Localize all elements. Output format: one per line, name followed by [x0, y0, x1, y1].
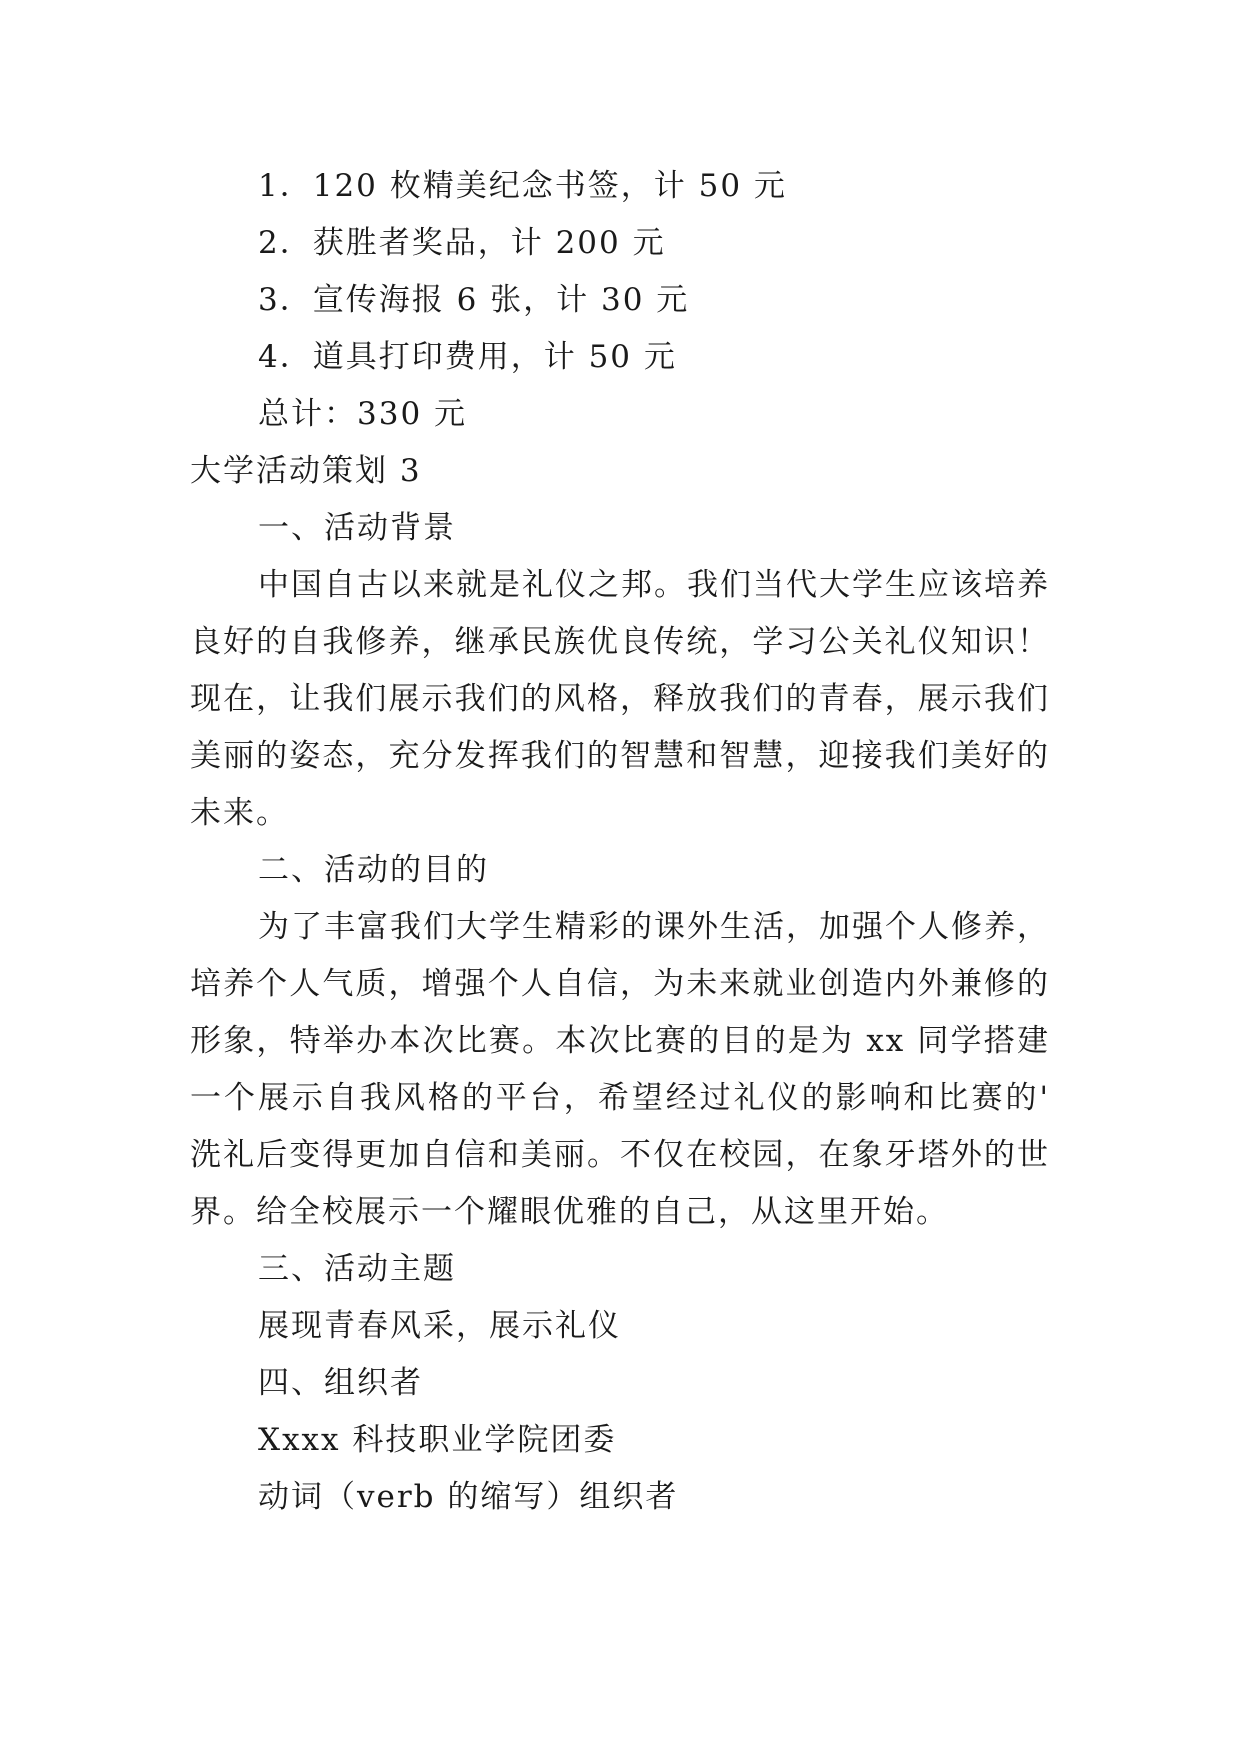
section-heading-background: 一、活动背景 — [258, 510, 456, 546]
paragraph-line: 一个展示自我风格的平台，希望经过礼仪的影响和比赛的' — [190, 1080, 1050, 1116]
organizer-name: Xxxx 科技职业学院团委 — [258, 1422, 617, 1458]
paragraph-line: 培养个人气质，增强个人自信，为未来就业创造内外兼修的 — [190, 966, 1050, 1002]
budget-total: 总计：330 元 — [258, 396, 468, 432]
theme-text: 展现青春风采，展示礼仪 — [258, 1308, 621, 1344]
paragraph-line: 美丽的姿态，充分发挥我们的智慧和智慧，迎接我们美好的 — [190, 738, 1050, 774]
paragraph-line: 洗礼后变得更加自信和美丽。不仅在校园，在象牙塔外的世 — [190, 1137, 1050, 1173]
paragraph-line: 中国自古以来就是礼仪之邦。我们当代大学生应该培养 — [258, 567, 1050, 603]
paragraph-line: 良好的自我修养，继承民族优良传统，学习公关礼仪知识！ — [190, 624, 1050, 660]
document-title: 大学活动策划 3 — [190, 453, 422, 489]
paragraph-line: 形象，特举办本次比赛。本次比赛的目的是为 xx 同学搭建 — [190, 1023, 1050, 1059]
budget-item-2: 2．获胜者奖品，计 200 元 — [258, 225, 666, 261]
paragraph-line: 界。给全校展示一个耀眼优雅的自己，从这里开始。 — [190, 1194, 949, 1230]
section-heading-organizer: 四、组织者 — [258, 1365, 423, 1401]
section-heading-theme: 三、活动主题 — [258, 1251, 456, 1287]
budget-item-3: 3．宣传海报 6 张，计 30 元 — [258, 282, 690, 318]
organizer-note: 动词（verb 的缩写）组织者 — [258, 1479, 679, 1515]
paragraph-line: 未来。 — [190, 795, 289, 831]
paragraph-line: 现在，让我们展示我们的风格，释放我们的青春，展示我们 — [190, 681, 1050, 717]
section-heading-purpose: 二、活动的目的 — [258, 852, 489, 888]
budget-item-4: 4．道具打印费用，计 50 元 — [258, 339, 677, 375]
paragraph-line: 为了丰富我们大学生精彩的课外生活，加强个人修养， — [258, 909, 1050, 945]
budget-item-1: 1．120 枚精美纪念书签，计 50 元 — [258, 168, 787, 204]
